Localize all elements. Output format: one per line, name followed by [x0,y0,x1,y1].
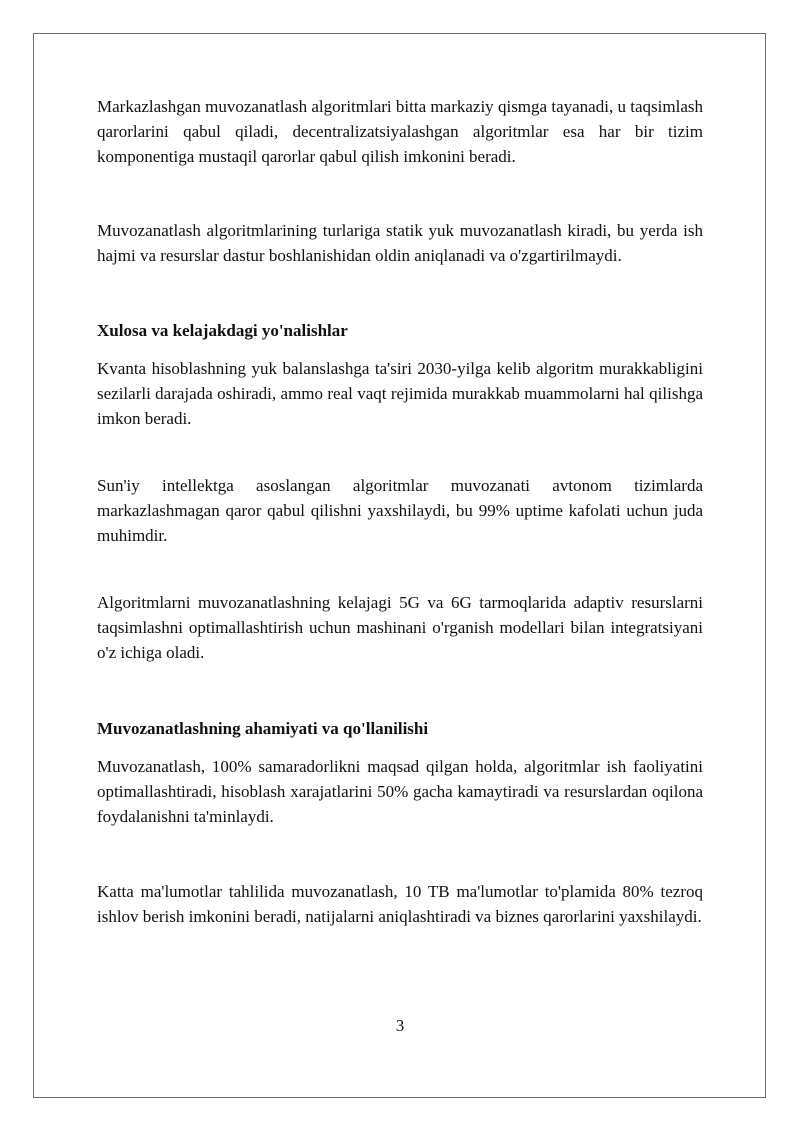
paragraph-quantum-computing: Kvanta hisoblashning yuk balanslashga ta'siri 2030-yilga kelib algoritm murakkabligini sezilarli darajada oshiradi, ammo real vaqt rejimida murakkab muammolarni hal qilishga imkon beradi. [97,359,703,428]
paragraph-big-data: Katta ma'lumotlar tahlilida muvozanatlash, 10 TB ma'lumotlar to'plamida 80% tezroq ishlov berish imkonini beradi, natijalarni aniqlashtiradi va biznes qarorlarini yaxshilaydi. [97,882,703,926]
paragraph-static-load-balancing: Muvozanatlash algoritmlarining turlariga statik yuk muvozanatlash kiradi, bu yerda ish hajmi va resurslar dastur boshlanishidan oldin aniqlanadi va o'zgartirilmaydi. [97,221,703,265]
section-heading-importance: Muvozanatlashning ahamiyati va qo'llanilishi [97,719,429,738]
paragraph-ai-algorithms: Sun'iy intellektga asoslangan algoritmlar muvozanati avtonom tizimlarda markazlashmagan qaror qabul qilishni yaxshilaydi, bu 99% uptime kafolati uchun juda muhimdir. [97,476,703,545]
page-number: 3 [395,1016,405,1035]
paragraph-5g-6g-networks: Algoritmlarni muvozanatlashning kelajagi 5G va 6G tarmoqlarida adaptiv resurslarni taqsimlashni optimallashtirish uchun mashinani o'rganish modellari bilan integratsiyani o'z ichiga oladi. [97,593,703,662]
page-content [97,94,703,929]
section-heading-conclusion: Xulosa va kelajakdagi yo'nalishlar [97,321,348,340]
paragraph-centralized-algorithms: Markazlashgan muvozanatlash algoritmlari bitta markaziy qismga tayanadi, u taqsimlash qarorlarini qabul qiladi, decentralizatsiyalashgan algoritmlar esa har bir tizim komponentiga mustaqil qarorlar qabul qilish imkonini beradi. [97,97,703,166]
paragraph-efficiency: Muvozanatlash, 100% samaradorlikni maqsad qilgan holda, algoritmlar ish faoliyatini optimallashtiradi, hisoblash xarajatlarini 50% gacha kamaytiradi va resurslardan oqilona foydalanishni ta'minlaydi. [97,757,703,826]
